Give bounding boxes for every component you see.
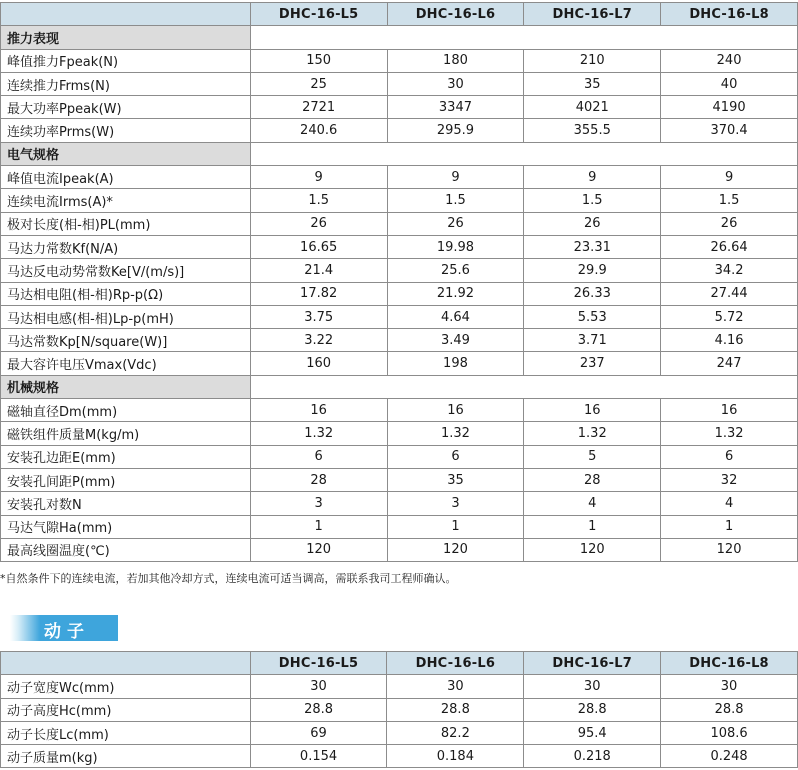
row-value: 16 [524,399,661,422]
row-value: 28.8 [250,698,387,721]
row-value: 26 [524,212,661,235]
header-corner [1,652,251,675]
row-value: 370.4 [661,119,798,142]
section-blank-cell [250,26,797,49]
row-value: 108.6 [661,721,798,744]
section-header-row [1,26,798,49]
table-row [1,538,798,561]
row-value: 237 [524,352,661,375]
row-value: 40 [661,72,798,95]
row-value: 3.49 [387,329,524,352]
row-value: 1 [661,515,798,538]
row-label: 马达气隙Ha(mm) [1,515,251,538]
row-value: 9 [387,166,524,189]
row-value: 240 [661,49,798,72]
row-value: 3.71 [524,329,661,352]
row-value: 16.65 [250,235,387,258]
row-value: 34.2 [661,259,798,282]
row-value: 1.5 [661,189,798,212]
row-value: 1.5 [524,189,661,212]
row-value: 160 [250,352,387,375]
column-header: DHC-16-L8 [661,652,798,675]
row-label: 连续电流Irms(A)* [1,189,251,212]
row-value: 3 [250,492,387,515]
row-value: 0.218 [524,745,661,768]
table-row [1,698,798,721]
table-row [1,305,798,328]
footnote: *自然条件下的连续电流，若加其他冷却方式，连续电流可适当调高，需联系我司工程师确认。 [0,572,457,585]
row-label: 连续功率Prms(W) [1,119,251,142]
row-value: 25.6 [387,259,524,282]
row-value: 26 [387,212,524,235]
row-value: 0.248 [661,745,798,768]
table-row [1,745,798,768]
row-value: 1 [250,515,387,538]
row-value: 26.64 [661,235,798,258]
row-value: 4.64 [387,305,524,328]
row-label: 连续推力Frms(N) [1,72,251,95]
spec-header-row [1,3,798,26]
row-value: 1.32 [661,422,798,445]
row-value: 28.8 [524,698,661,721]
row-value: 3.75 [250,305,387,328]
row-label: 极对长度(相-相)PL(mm) [1,212,251,235]
row-value: 120 [250,538,387,561]
row-value: 3.22 [250,329,387,352]
row-value: 82.2 [387,721,524,744]
row-value: 6 [661,445,798,468]
row-value: 1.32 [387,422,524,445]
row-value: 30 [524,675,661,698]
row-value: 1.5 [250,189,387,212]
row-label: 安装孔边距E(mm) [1,445,251,468]
row-value: 35 [524,72,661,95]
row-value: 6 [250,445,387,468]
row-value: 26 [250,212,387,235]
row-value: 1 [524,515,661,538]
table-row [1,492,798,515]
row-label: 马达相电阻(相-相)Rp-p(Ω) [1,282,251,305]
row-label: 磁铁组件质量M(kg/m) [1,422,251,445]
table-row [1,72,798,95]
section-header-row [1,142,798,165]
row-value: 180 [387,49,524,72]
row-value: 9 [524,166,661,189]
row-value: 16 [387,399,524,422]
mover-table-body [1,675,798,768]
mover-header-row [1,652,798,675]
row-value: 2721 [250,96,387,119]
row-label: 动子宽度Wc(mm) [1,675,251,698]
row-value: 0.154 [250,745,387,768]
row-label: 动子质量m(kg) [1,745,251,768]
row-value: 25 [250,72,387,95]
table-row [1,352,798,375]
table-row [1,282,798,305]
row-value: 198 [387,352,524,375]
row-value: 150 [250,49,387,72]
row-value: 9 [661,166,798,189]
row-label: 马达常数Kp[N/square(W)] [1,329,251,352]
mover-section-title [0,615,118,641]
row-value: 21.92 [387,282,524,305]
column-header: DHC-16-L6 [387,652,524,675]
table-row [1,235,798,258]
row-value: 30 [387,675,524,698]
table-row [1,189,798,212]
row-value: 4 [661,492,798,515]
column-header: DHC-16-L7 [524,3,661,26]
row-value: 4021 [524,96,661,119]
table-row [1,399,798,422]
row-value: 3 [387,492,524,515]
row-value: 30 [250,675,387,698]
row-value: 355.5 [524,119,661,142]
section-blank-cell [250,142,797,165]
section-header-row [1,375,798,398]
row-value: 1.32 [524,422,661,445]
row-value: 295.9 [387,119,524,142]
row-value: 26 [661,212,798,235]
spec-table [0,2,798,562]
row-label: 最高线圈温度(℃) [1,538,251,561]
row-value: 29.9 [524,259,661,282]
table-row [1,119,798,142]
row-value: 16 [661,399,798,422]
section-title: 机械规格 [1,375,251,398]
row-value: 210 [524,49,661,72]
row-value: 120 [387,538,524,561]
row-value: 69 [250,721,387,744]
section-blank-cell [250,375,797,398]
row-value: 26.33 [524,282,661,305]
column-header: DHC-16-L5 [250,3,387,26]
row-value: 6 [387,445,524,468]
row-value: 21.4 [250,259,387,282]
row-value: 17.82 [250,282,387,305]
row-value: 3347 [387,96,524,119]
row-value: 30 [661,675,798,698]
row-label: 峰值电流Ipeak(A) [1,166,251,189]
table-row [1,259,798,282]
row-value: 1.32 [250,422,387,445]
table-row [1,721,798,744]
row-value: 0.184 [387,745,524,768]
row-value: 1.5 [387,189,524,212]
row-value: 16 [250,399,387,422]
row-value: 4190 [661,96,798,119]
table-row [1,96,798,119]
row-value: 27.44 [661,282,798,305]
mover-table [0,651,798,768]
row-label: 最大功率Ppeak(W) [1,96,251,119]
row-value: 28.8 [661,698,798,721]
spec-table-body [1,26,798,562]
row-value: 4.16 [661,329,798,352]
row-label: 马达相电感(相-相)Lp-p(mH) [1,305,251,328]
column-header: DHC-16-L8 [661,3,798,26]
row-value: 247 [661,352,798,375]
row-value: 5 [524,445,661,468]
mover-title-text: 动子 [44,622,90,642]
section-title: 推力表现 [1,26,251,49]
row-value: 35 [387,468,524,491]
column-header: DHC-16-L5 [250,652,387,675]
row-label: 马达力常数Kf(N/A) [1,235,251,258]
table-row [1,329,798,352]
table-row [1,515,798,538]
table-row [1,166,798,189]
column-header: DHC-16-L7 [524,652,661,675]
row-value: 95.4 [524,721,661,744]
row-label: 安装孔对数N [1,492,251,515]
row-value: 19.98 [387,235,524,258]
row-value: 28.8 [387,698,524,721]
row-value: 9 [250,166,387,189]
table-row [1,212,798,235]
row-value: 32 [661,468,798,491]
row-value: 5.53 [524,305,661,328]
section-title: 电气规格 [1,142,251,165]
table-row [1,422,798,445]
table-row [1,468,798,491]
row-label: 马达反电动势常数Ke[V/(m/s)] [1,259,251,282]
row-label: 安装孔间距P(mm) [1,468,251,491]
row-value: 240.6 [250,119,387,142]
row-label: 磁轴直径Dm(mm) [1,399,251,422]
header-corner [1,3,251,26]
table-row [1,49,798,72]
row-label: 动子长度Lc(mm) [1,721,251,744]
row-value: 4 [524,492,661,515]
column-header: DHC-16-L6 [387,3,524,26]
row-label: 最大容许电压Vmax(Vdc) [1,352,251,375]
row-value: 5.72 [661,305,798,328]
row-value: 23.31 [524,235,661,258]
row-value: 120 [524,538,661,561]
row-value: 28 [524,468,661,491]
table-row [1,675,798,698]
table-row [1,445,798,468]
row-value: 28 [250,468,387,491]
row-value: 30 [387,72,524,95]
row-label: 动子高度Hc(mm) [1,698,251,721]
row-label: 峰值推力Fpeak(N) [1,49,251,72]
row-value: 1 [387,515,524,538]
row-value: 120 [661,538,798,561]
